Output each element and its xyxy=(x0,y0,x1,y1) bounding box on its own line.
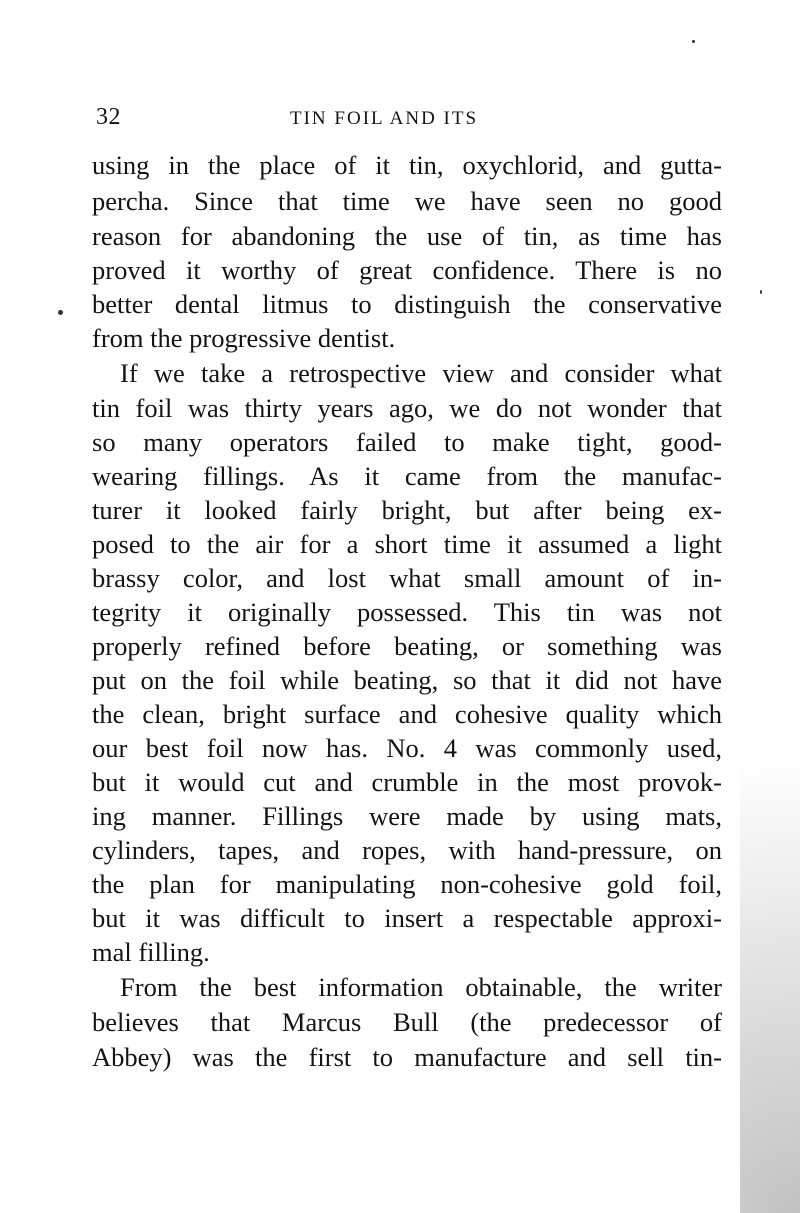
page-header xyxy=(96,104,726,134)
text-line: better dental litmus to distinguish the conservative xyxy=(92,289,722,319)
text-line: but it would cut and crumble in the most provok- xyxy=(92,767,722,797)
text-line: from the progressive dentist. xyxy=(92,323,396,353)
text-line: using in the place of it tin, oxychlorid, and gutta- xyxy=(92,150,722,180)
running-head: TIN FOIL AND ITS xyxy=(290,108,479,129)
text-line: tin foil was thirty years ago, we do not wonder that xyxy=(92,393,722,423)
page-edge-stain xyxy=(740,560,800,1213)
paragraph-start-line: From the best information obtainable, the writer xyxy=(120,972,722,1002)
text-line: ing manner. Fillings were made by using mats, xyxy=(92,801,722,831)
ink-speck xyxy=(58,310,63,315)
text-line: tegrity it originally possessed. This tin was not xyxy=(92,597,722,627)
page-number: 32 xyxy=(96,104,121,130)
text-line: cylinders, tapes, and ropes, with hand-pressure, on xyxy=(92,835,722,865)
text-line: so many operators failed to make tight, good- xyxy=(92,427,722,457)
text-line: turer it looked fairly bright, but after being ex- xyxy=(92,495,722,525)
text-line: our best foil now has. No. 4 was commonly used, xyxy=(92,733,722,763)
text-line: the plan for manipulating non-cohesive gold foil, xyxy=(92,869,722,899)
text-line: but it was difficult to insert a respectable approxi- xyxy=(92,903,722,933)
text-line: percha. Since that time we have seen no good xyxy=(92,186,722,216)
text-line: Abbey) was the first to manufacture and sell tin- xyxy=(92,1042,722,1072)
text-line: reason for abandoning the use of tin, as time has xyxy=(92,221,722,251)
text-line: properly refined before beating, or something was xyxy=(92,631,722,661)
ink-speck xyxy=(692,40,695,43)
text-line: posed to the air for a short time it assumed a light xyxy=(92,529,722,559)
text-line: the clean, bright surface and cohesive quality which xyxy=(92,699,722,729)
text-line: proved it worthy of great confidence. There is no xyxy=(92,255,722,285)
ink-speck xyxy=(760,290,762,294)
text-line: wearing fillings. As it came from the manufac- xyxy=(92,461,722,491)
text-line: brassy color, and lost what small amount of in- xyxy=(92,563,722,593)
paragraph-start-line: If we take a retrospective view and consider what xyxy=(120,358,722,388)
text-line: put on the foil while beating, so that it did not have xyxy=(92,665,722,695)
text-line: believes that Marcus Bull (the predecessor of xyxy=(92,1007,722,1037)
text-line: mal filling. xyxy=(92,937,210,967)
